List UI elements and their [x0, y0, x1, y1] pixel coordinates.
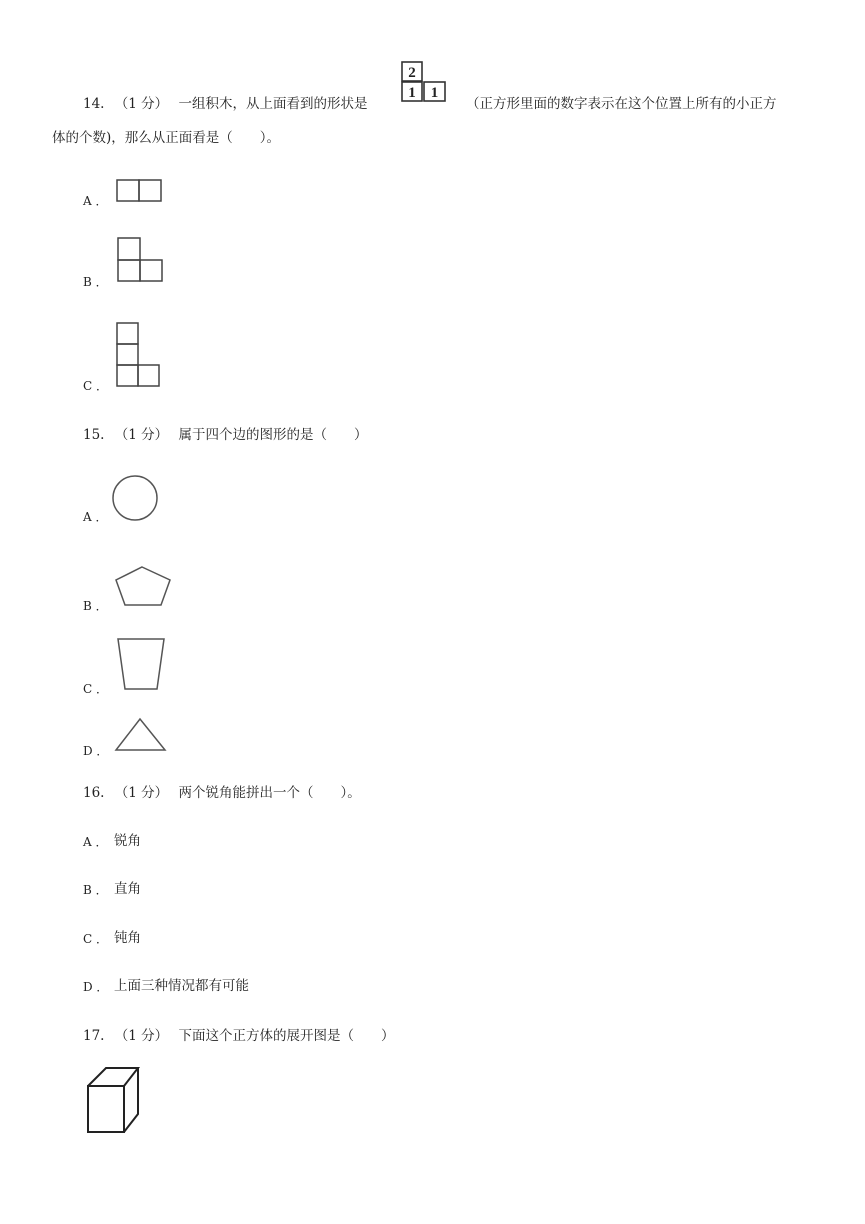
option-d-label[interactable]: D ．	[83, 744, 109, 758]
question-number: 14.	[83, 96, 105, 112]
option-a-figure[interactable]	[115, 178, 165, 204]
triangle-option-figure[interactable]	[114, 717, 168, 753]
trapezoid-option-figure[interactable]	[116, 637, 168, 693]
option-c-figure[interactable]	[115, 321, 163, 389]
question-score: （1 分）	[114, 427, 169, 443]
question-14-text-line2: 体的个数)，那么从正面看是（ ）。	[52, 130, 281, 146]
question-number: 16.	[83, 785, 105, 801]
option-b-label[interactable]: B ．	[83, 275, 108, 289]
question-16-stem	[83, 784, 361, 802]
option-b-label[interactable]: B ．	[83, 599, 108, 613]
option-a-label[interactable]: A ．	[83, 194, 108, 208]
option-a-label[interactable]: A ．	[83, 835, 108, 849]
option-c-text[interactable]: 钝角	[114, 930, 141, 946]
top-view-number: 1	[430, 85, 439, 101]
option-a-text[interactable]: 锐角	[114, 833, 141, 849]
question-14-stem	[83, 95, 367, 113]
question-text: 两个锐角能拼出一个（ ）。	[178, 785, 361, 801]
question-number: 15.	[83, 427, 105, 443]
pentagon-option-figure[interactable]	[114, 565, 174, 607]
top-view-number: 1	[408, 85, 416, 101]
option-d-text[interactable]: 上面三种情况都有可能	[114, 978, 249, 994]
question-text: 一组积木，从上面看到的形状是	[178, 96, 368, 112]
question-text: 下面这个正方体的展开图是（ ）	[178, 1028, 395, 1044]
question-17-stem	[83, 1027, 394, 1045]
question-score: （1 分）	[114, 785, 169, 801]
option-c-label[interactable]: C ．	[83, 379, 108, 393]
question-score: （1 分）	[114, 1028, 169, 1044]
question-text: 属于四个边的图形的是（ ）	[178, 427, 368, 443]
question-14-text-after: （正方形里面的数字表示在这个位置上所有的小正方	[466, 96, 777, 112]
question-number: 17.	[83, 1028, 105, 1044]
question-15-stem	[83, 426, 367, 444]
top-view-number: 2	[408, 65, 416, 81]
top-view-figure	[400, 60, 448, 104]
option-d-label[interactable]: D ．	[83, 980, 109, 994]
cube-figure	[86, 1066, 142, 1136]
question-score: （1 分）	[114, 96, 169, 112]
option-b-label[interactable]: B ．	[83, 883, 108, 897]
option-b-text[interactable]: 直角	[114, 881, 141, 897]
circle-option-figure[interactable]	[111, 474, 161, 524]
option-a-label[interactable]: A ．	[83, 510, 108, 524]
option-c-label[interactable]: C ．	[83, 932, 108, 946]
option-c-label[interactable]: C ．	[83, 682, 108, 696]
option-b-figure[interactable]	[116, 236, 166, 284]
